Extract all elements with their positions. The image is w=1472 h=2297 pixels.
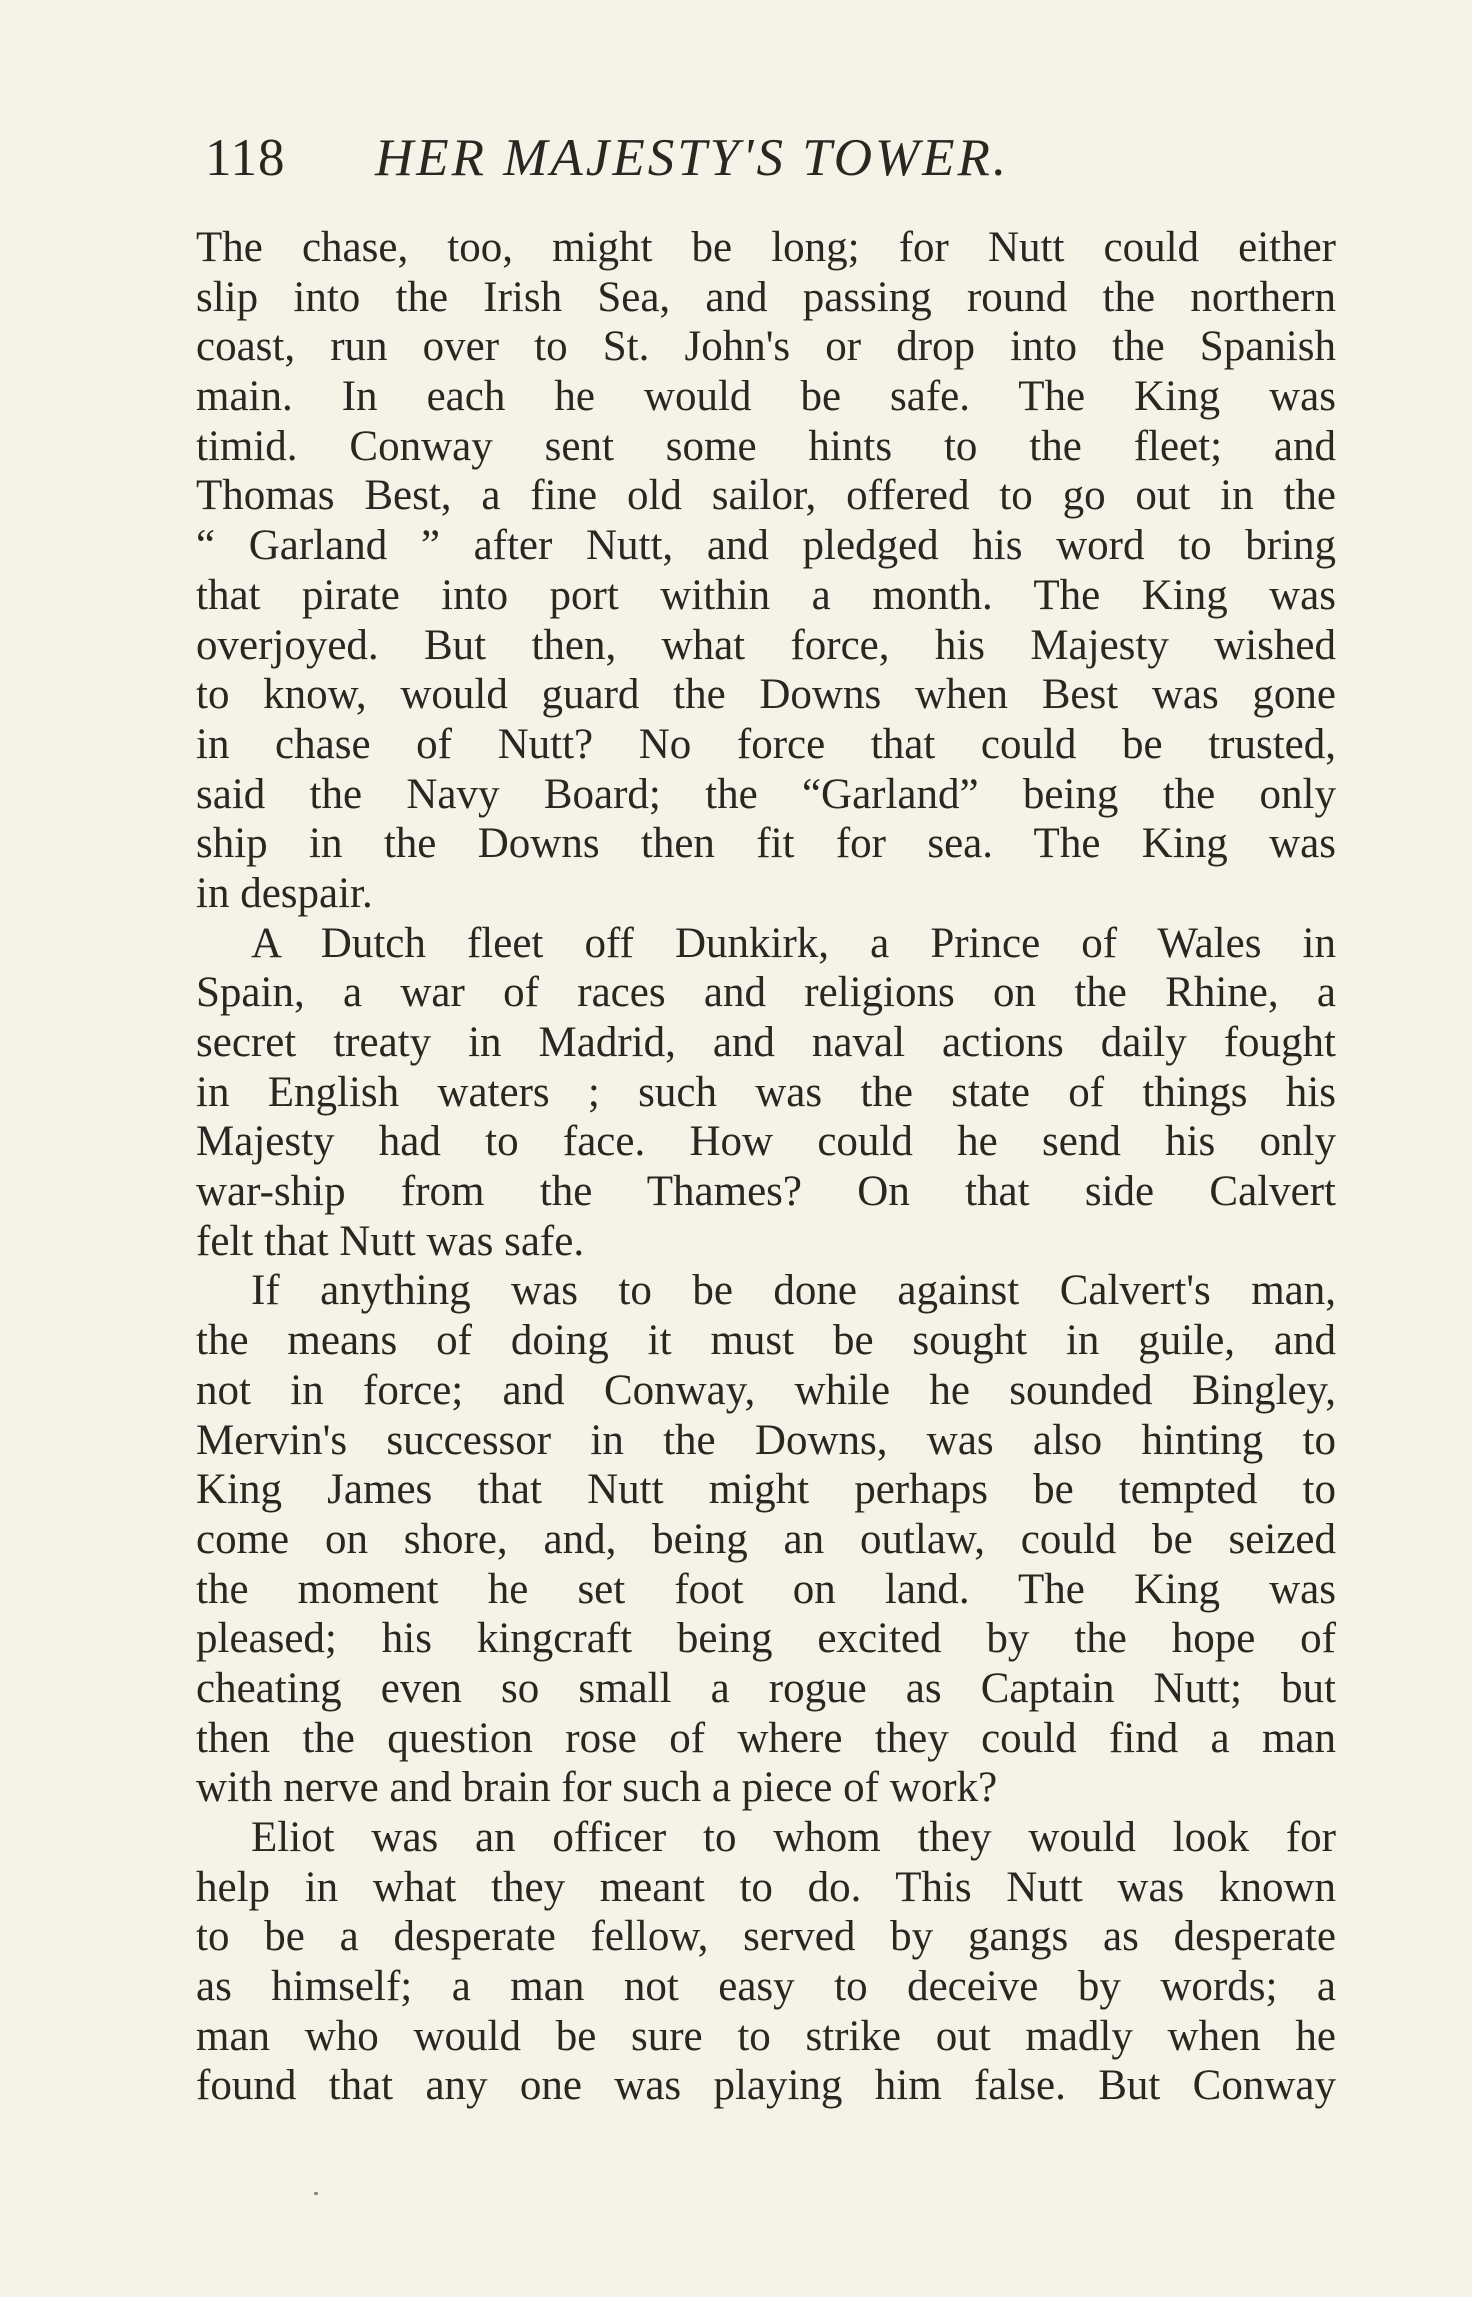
text-line: “ Garland ” after Nutt, and pledged his word to bring xyxy=(196,522,1336,570)
text-line: The chase, too, might be long; for Nutt could either xyxy=(196,224,1336,271)
text-line: If anything was to be done against Calvert's man, xyxy=(251,1267,1336,1315)
text-line: the means of doing it must be sought in guile, and xyxy=(196,1317,1336,1365)
text-line: war-ship from the Thames? On that side Calvert xyxy=(196,1168,1336,1216)
text-line: main. In each he would be safe. The King was xyxy=(196,373,1336,421)
text-line: Majesty had to face. How could he send his only xyxy=(196,1118,1336,1166)
text-line: Eliot was an officer to whom they would look for xyxy=(251,1814,1336,1861)
text-line: overjoyed. But then, what force, his Majesty wished xyxy=(196,621,1336,669)
paragraph xyxy=(196,1266,1336,1813)
text-line: come on shore, and, being an outlaw, could be seized xyxy=(196,1515,1336,1563)
text-line: timid. Conway sent some hints to the fleet; and xyxy=(196,422,1336,470)
text-line: in English waters ; such was the state of things his xyxy=(196,1068,1336,1116)
text-line: in chase of Nutt? No force that could be trusted, xyxy=(196,720,1336,768)
text-line: man who would be sure to strike out madly when he xyxy=(196,2012,1336,2060)
text-line: Thomas Best, a fine old sailor, offered to go out in the xyxy=(196,472,1336,520)
text-line: not in force; and Conway, while he sounded Bingley, xyxy=(196,1366,1336,1414)
text-line: found that any one was playing him false. But Conway xyxy=(196,2062,1336,2110)
text-line: as himself; a man not easy to deceive by words; a xyxy=(196,1963,1336,2011)
text-line: to know, would guard the Downs when Best was gone xyxy=(196,671,1336,719)
text-line: help in what they meant to do. This Nutt was known xyxy=(196,1863,1336,1911)
text-line: with nerve and brain for such a piece of work? xyxy=(196,1764,998,1812)
text-line: coast, run over to St. John's or drop into the Spanish xyxy=(196,323,1336,371)
text-line: that pirate into port within a month. The King was xyxy=(196,571,1336,619)
text-line: said the Navy Board; the “Garland” being the only xyxy=(196,770,1336,818)
text-line: King James that Nutt might perhaps be tempted to xyxy=(196,1466,1336,1514)
text-line: A Dutch fleet off Dunkirk, a Prince of Wales in xyxy=(251,919,1336,967)
text-line: in despair. xyxy=(196,869,373,917)
text-line: to be a desperate fellow, served by gangs as desperate xyxy=(196,1913,1336,1961)
text-line: felt that Nutt was safe. xyxy=(196,1217,585,1265)
text-line: secret treaty in Madrid, and naval actions daily fought xyxy=(196,1019,1336,1066)
text-line: cheating even so small a rogue as Captain Nutt; but xyxy=(196,1664,1336,1712)
body-text xyxy=(196,223,1336,2111)
text-line: then the question rose of where they could find a man xyxy=(196,1714,1336,1762)
paragraph xyxy=(196,919,1336,1267)
text-line: slip into the Irish Sea, and passing round the northern xyxy=(196,273,1336,321)
text-line: the moment he set foot on land. The King was xyxy=(196,1565,1336,1613)
running-head xyxy=(205,128,1215,188)
page-number: 118 xyxy=(205,129,286,187)
text-line: ship in the Downs then fit for sea. The King was xyxy=(196,820,1336,868)
text-line: Spain, a war of races and religions on the Rhine, a xyxy=(196,969,1336,1017)
text-line: pleased; his kingcraft being excited by the hope of xyxy=(196,1615,1336,1663)
paragraph xyxy=(196,1813,1336,2111)
paper-speck xyxy=(314,2192,318,2195)
text-line: Mervin's successor in the Downs, was also hinting to xyxy=(196,1416,1336,1464)
running-title: HER MAJESTY'S TOWER. xyxy=(375,129,1010,187)
paragraph xyxy=(196,223,1336,919)
